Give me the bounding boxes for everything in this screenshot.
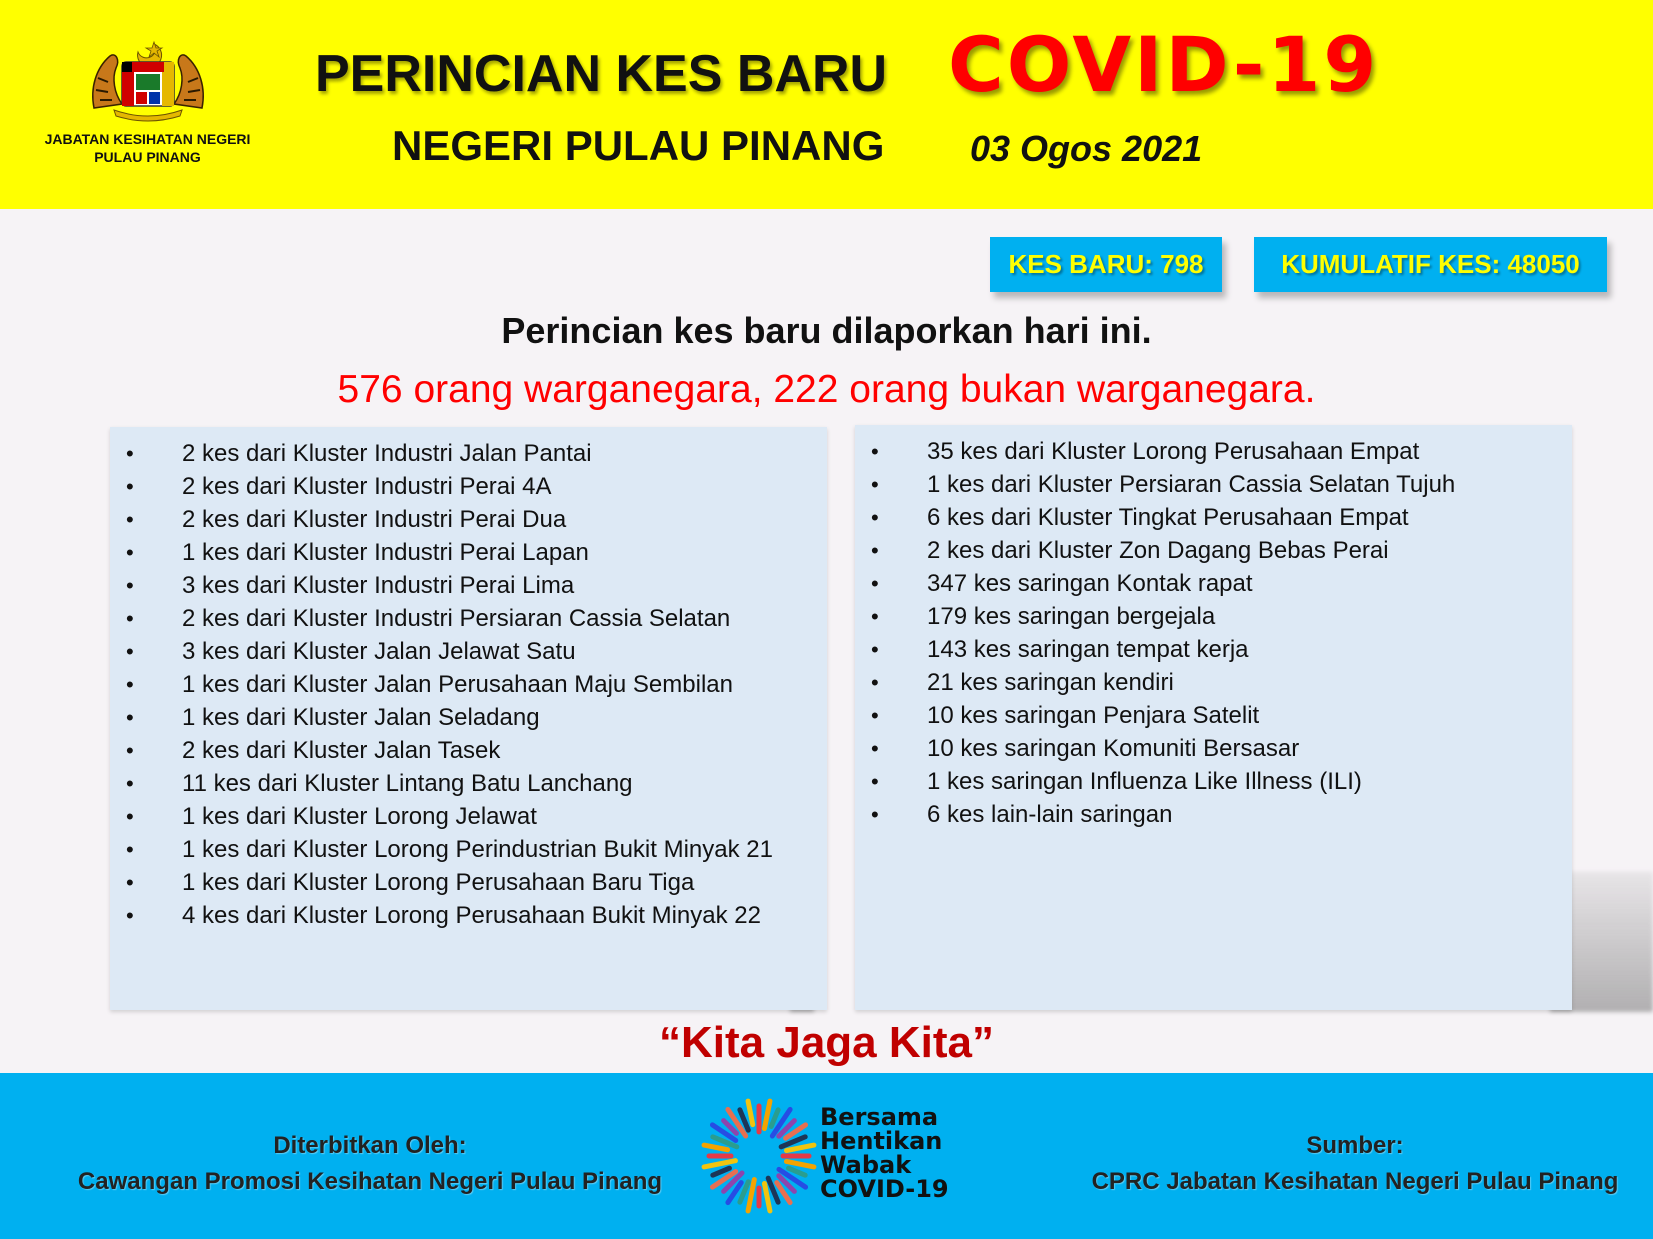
list-item-text: 35 kes dari Kluster Lorong Perusahaan Empat — [927, 438, 1420, 465]
list-item — [855, 435, 1572, 468]
logo-ray — [786, 1145, 813, 1150]
bullet-icon: • — [126, 639, 134, 664]
list-item-text: 1 kes dari Kluster Industri Perai Lapan — [182, 539, 589, 566]
list-item — [855, 732, 1572, 765]
list-item-text: 2 kes dari Kluster Industri Perai Dua — [182, 506, 567, 533]
bullet-icon: • — [126, 540, 134, 565]
list-item — [855, 765, 1572, 798]
list-item — [855, 699, 1572, 732]
logo-line-4: COVID-19 — [820, 1175, 949, 1203]
list-item — [110, 866, 827, 899]
logo-ray — [764, 1101, 769, 1128]
list-item — [855, 666, 1572, 699]
list-item — [110, 734, 827, 767]
list-item — [110, 800, 827, 833]
list-item-text: 10 kes saringan Penjara Satelit — [927, 702, 1260, 729]
list-item-text: 1 kes dari Kluster Lorong Jelawat — [182, 803, 537, 830]
bullet-icon: • — [126, 903, 134, 928]
logo-ray — [771, 1110, 778, 1127]
bullet-icon: • — [126, 870, 134, 895]
logo-ray — [704, 1161, 735, 1167]
header-banner — [0, 0, 1653, 209]
list-item — [110, 701, 827, 734]
bullet-icon: • — [126, 474, 134, 499]
bullet-icon: • — [126, 441, 134, 466]
logo-line-2: Hentikan — [820, 1127, 943, 1155]
list-item — [110, 602, 827, 635]
list-item-text: 1 kes dari Kluster Lorong Perindustrian Bukit Minyak 21 — [182, 836, 773, 863]
logo-ray — [748, 1101, 753, 1125]
list-item-text: 2 kes dari Kluster Industri Jalan Pantai — [182, 440, 592, 467]
list-item-text: 2 kes dari Kluster Industri Perai 4A — [182, 473, 552, 500]
cumulative-cases-badge: KUMULATIF KES: 48050 — [1254, 237, 1607, 292]
department-line-1: JABATAN KESIHATAN NEGERI — [44, 131, 251, 147]
cluster-list-left — [110, 427, 827, 932]
page-subtitle: NEGERI PULAU PINANG — [392, 122, 885, 169]
bullet-icon: • — [126, 606, 134, 631]
list-item-text: 3 kes dari Kluster Jalan Jelawat Satu — [182, 638, 576, 665]
list-item-text: 1 kes dari Kluster Jalan Seladang — [182, 704, 540, 731]
cluster-list-panel-right — [855, 425, 1572, 1010]
bullet-icon: • — [126, 837, 134, 862]
publisher-block — [30, 1128, 710, 1200]
summary-heading: Perincian kes baru dilaporkan hari ini. — [501, 310, 1152, 351]
bullet-icon: • — [871, 670, 879, 695]
list-item-text: 143 kes saringan tempat kerja — [927, 636, 1249, 663]
nationality-breakdown: 576 orang warganegara, 222 orang bukan warganegara. — [337, 368, 1316, 411]
list-item-text: 6 kes dari Kluster Tingkat Perusahaan Empat — [927, 504, 1409, 531]
bullet-icon: • — [126, 507, 134, 532]
bullet-icon: • — [871, 604, 879, 629]
bullet-icon: • — [126, 771, 134, 796]
new-cases-badge: KES BARU: 798 — [990, 237, 1222, 292]
campaign-logo — [700, 1097, 970, 1215]
bullet-icon: • — [871, 736, 879, 761]
campaign-logo-text — [820, 1105, 949, 1201]
list-item-text: 1 kes dari Kluster Jalan Perusahaan Maju Sembilan — [182, 671, 733, 698]
bullet-icon: • — [871, 703, 879, 728]
logo-ray — [789, 1168, 806, 1175]
cluster-list-right — [855, 425, 1572, 831]
page-title: PERINCIAN KES BARU — [315, 45, 888, 103]
department-name — [20, 130, 275, 166]
list-item — [110, 470, 827, 503]
list-item — [110, 569, 827, 602]
publisher-name: Cawangan Promosi Kesihatan Negeri Pulau Pinang — [77, 1168, 663, 1195]
list-item — [855, 798, 1572, 831]
list-item — [855, 600, 1572, 633]
bullet-icon: • — [126, 672, 134, 697]
list-item-text: 10 kes saringan Komuniti Bersasar — [927, 735, 1300, 762]
list-item — [110, 503, 827, 536]
list-item-text: 11 kes dari Kluster Lintang Batu Lanchang — [182, 770, 633, 797]
list-item-text: 347 kes saringan Kontak rapat — [927, 570, 1253, 597]
list-item-text: 2 kes dari Kluster Industri Persiaran Cassia Selatan — [182, 605, 731, 632]
list-item-text: 3 kes dari Kluster Industri Perai Lima — [182, 572, 575, 599]
list-item-text: 2 kes dari Kluster Zon Dagang Bebas Perai — [927, 537, 1389, 564]
cluster-list-panel-left — [110, 427, 827, 1010]
publisher-label: Diterbitkan Oleh: — [273, 1132, 467, 1159]
list-item — [110, 668, 827, 701]
list-item-text: 179 kes saringan bergejala — [927, 603, 1216, 630]
department-line-2: PULAU PINANG — [94, 149, 201, 165]
list-item — [110, 899, 827, 932]
bullet-icon: • — [871, 637, 879, 662]
logo-line-1: Bersama — [820, 1103, 939, 1131]
list-item-text: 2 kes dari Kluster Jalan Tasek — [182, 737, 501, 764]
list-item-text: 1 kes saringan Influenza Like Illness (ILI) — [927, 768, 1362, 795]
bullet-icon: • — [871, 571, 879, 596]
report-date: 03 Ogos 2021 — [970, 128, 1203, 169]
list-item — [110, 437, 827, 470]
list-item — [855, 468, 1572, 501]
bullet-icon: • — [126, 705, 134, 730]
bullet-icon: • — [126, 573, 134, 598]
bullet-icon: • — [871, 802, 879, 827]
source-label: Sumber: — [1306, 1132, 1404, 1159]
list-item — [110, 536, 827, 569]
covid-title: COVID-19 — [948, 20, 1380, 109]
bullet-icon: • — [871, 439, 879, 464]
logo-ray — [713, 1168, 730, 1175]
coat-of-arms-icon — [88, 38, 208, 122]
bullet-icon: • — [871, 505, 879, 530]
list-item — [110, 833, 827, 866]
slogan: “Kita Jaga Kita” — [659, 1018, 994, 1067]
source-name: CPRC Jabatan Kesihatan Negeri Pulau Pinang — [1091, 1168, 1619, 1195]
source-block — [1080, 1128, 1630, 1200]
list-item — [855, 567, 1572, 600]
list-item — [110, 767, 827, 800]
list-item-text: 6 kes lain-lain saringan — [927, 801, 1173, 828]
list-item-text: 1 kes dari Kluster Lorong Perusahaan Baru Tiga — [182, 869, 695, 896]
bullet-icon: • — [126, 804, 134, 829]
logo-line-3: Wabak — [820, 1151, 912, 1179]
bullet-icon: • — [871, 538, 879, 563]
logo-ray — [704, 1145, 728, 1150]
list-item-text: 1 kes dari Kluster Persiaran Cassia Selatan Tujuh — [927, 471, 1456, 498]
logo-ray — [786, 1161, 813, 1166]
bullet-icon: • — [126, 738, 134, 763]
sunburst-logo-icon — [700, 1097, 818, 1215]
list-item — [855, 501, 1572, 534]
list-item — [855, 534, 1572, 567]
logo-ray — [764, 1183, 769, 1210]
list-item-text: 21 kes saringan kendiri — [927, 669, 1174, 696]
bullet-icon: • — [871, 472, 879, 497]
list-item — [110, 635, 827, 668]
list-item-text: 4 kes dari Kluster Lorong Perusahaan Bukit Minyak 22 — [182, 902, 761, 929]
list-item — [855, 633, 1572, 666]
bullet-icon: • — [871, 769, 879, 794]
